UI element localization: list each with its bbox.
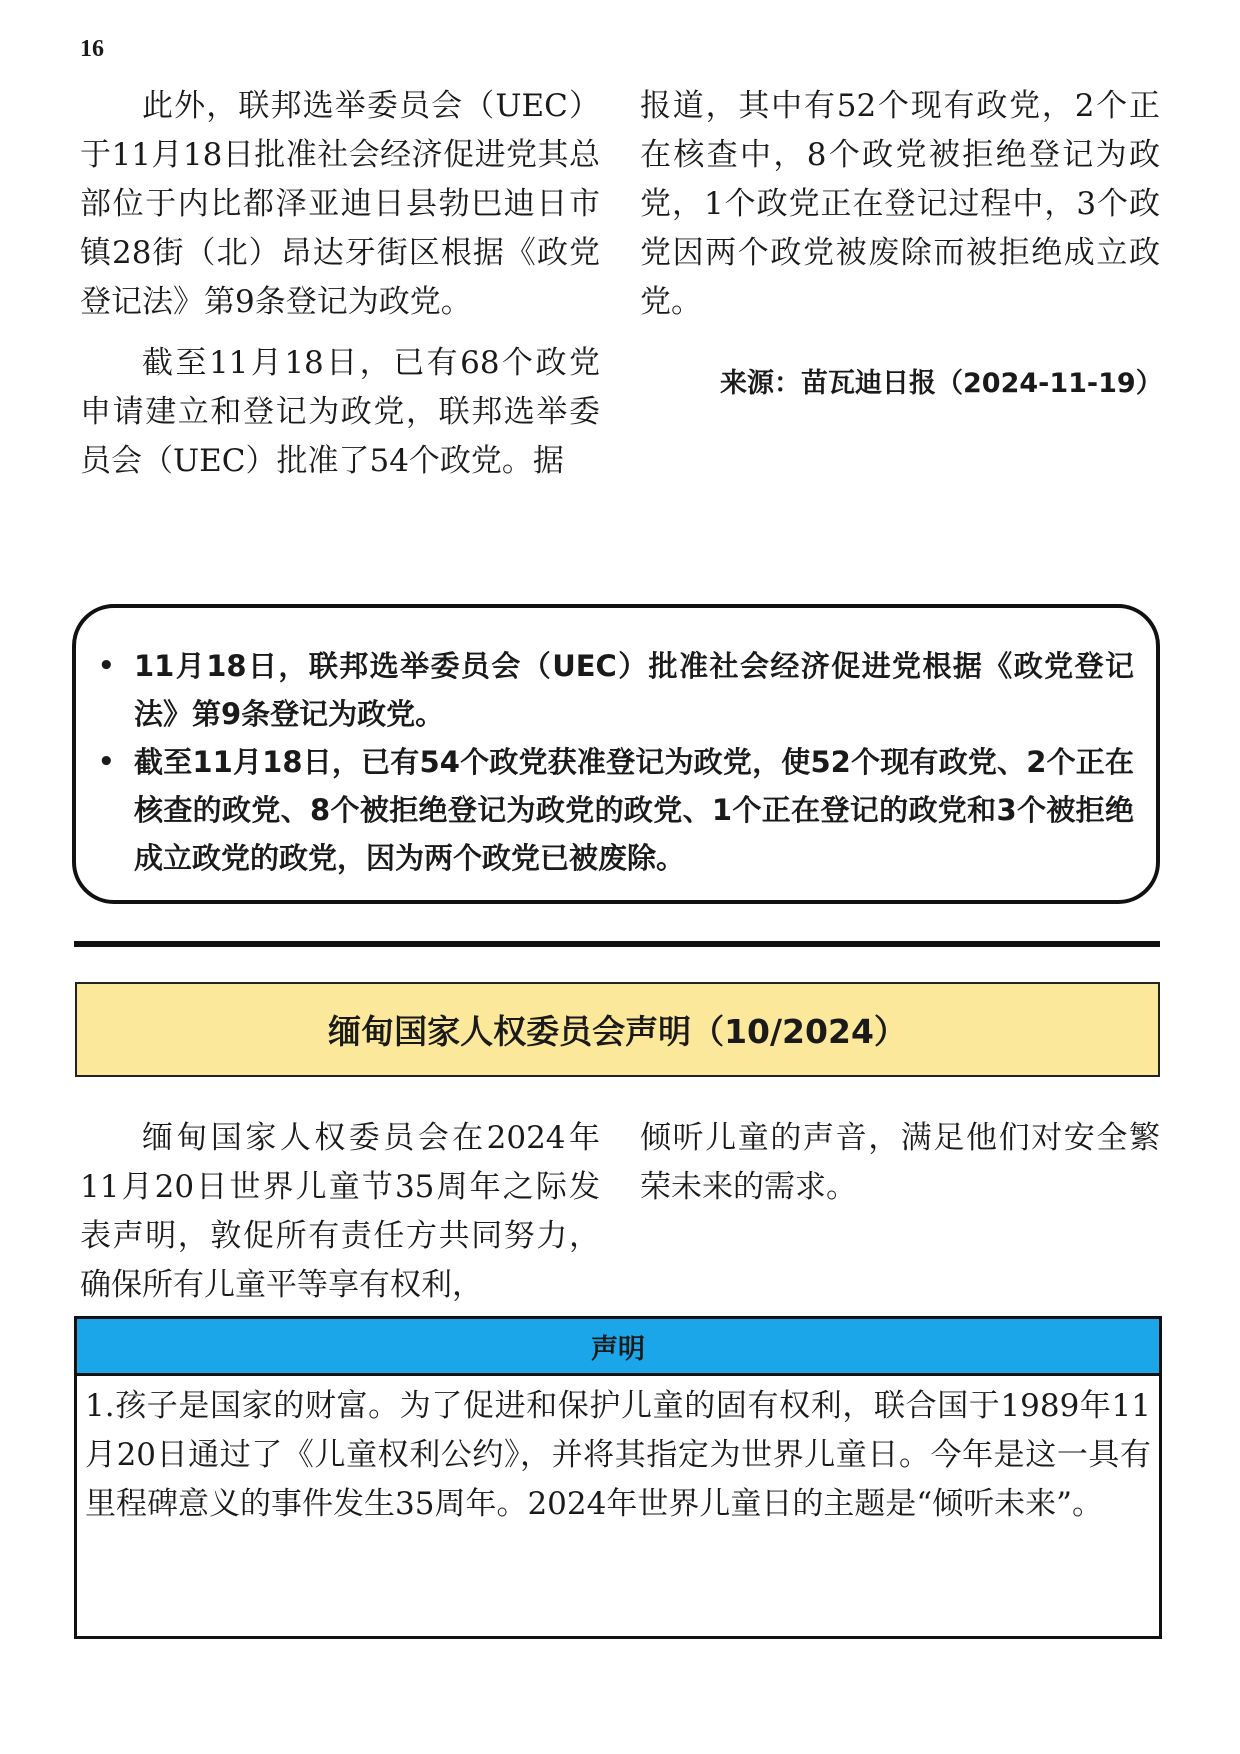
statement-header [77,1319,1159,1376]
summary-bullet-2-text: 截至11月18日，已有54个政党获准登记为政党，使52个现有政党、2个正在核查的政党、8个被拒绝登记为政党的政党、1个正在登记的政党和3个被拒绝成立政党的政党，因为两个政党已被废除。 [134,745,1134,875]
article1-left-column [80,82,600,486]
summary-list [94,642,1134,882]
bullet-icon: • [98,747,115,777]
article2-left-column [80,1114,600,1310]
summary-bullet-1-text: 11月18日，联邦选举委员会（UEC）批准社会经济促进党根据《政党登记法》第9条登记为政党。 [134,649,1134,731]
statement-body: 1.孩子是国家的财富。为了促进和保护儿童的固有权利，联合国于1989年11月20日通过了《儿童权利公约》，并将其指定为世界儿童日。今年是这一具有里程碑意义的事件发生35周年。2024年世界儿童日的主题是“倾听未来”。 [85,1388,1151,1522]
bullet-icon: • [98,651,115,681]
article2-paragraph-2: 倾听儿童的声音，满足他们对安全繁荣未来的需求。 [640,1120,1160,1205]
article2-right-column [640,1114,1160,1212]
article1-paragraph-2: 截至11月18日，已有68个政党申请建立和登记为政党，联邦选举委员会（UEC）批准了54个政党。据 [80,345,600,479]
article1-right-column [640,82,1160,327]
summary-box [72,604,1160,904]
page-number: 16 [80,36,104,62]
article1-paragraph-1: 此外，联邦选举委员会（UEC）于11月18日批准社会经济促进党其总部位于内比都泽亚迪日县勃巴迪日市镇28街（北）昂达牙街区根据《政党登记法》第9条登记为政党。 [80,88,600,320]
summary-bullet-1 [94,642,1134,738]
article2-title: 缅甸国家人权委员会声明（10/2024） [328,1012,907,1051]
section-divider [74,941,1160,947]
statement-header-text: 声明 [591,1333,645,1365]
article2-paragraph-1: 缅甸国家人权委员会在2024年11月20日世界儿童节35周年之际发表声明，敦促所有责任方共同努力，确保所有儿童平等享有权利， [80,1120,600,1303]
summary-bullet-2 [94,738,1134,882]
article1-paragraph-3: 报道，其中有52个现有政党，2个正在核查中，8个政党被拒绝登记为政党，1个政党正在登记过程中，3个政党因两个政党被废除而被拒绝成立政党。 [640,88,1160,320]
article1-source: 来源：苗瓦迪日报（2024-11-19） [720,368,1163,399]
statement-table [74,1316,1162,1639]
article2-title-banner [75,982,1160,1077]
